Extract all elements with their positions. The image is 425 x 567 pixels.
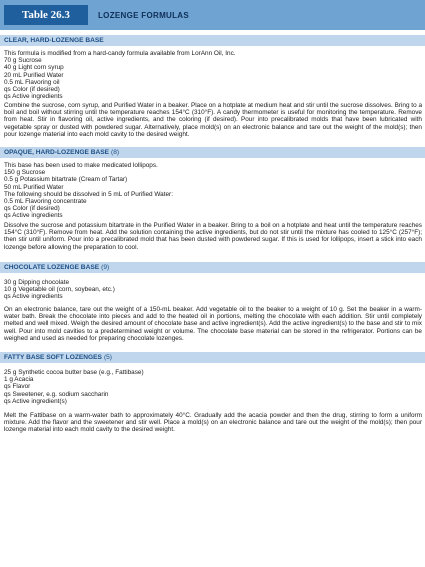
list-item: The following should be dissolved in 5 mL of Purified Water: <box>4 190 173 198</box>
list-item: 150 g Sucrose <box>4 169 46 177</box>
ingredient-list-opaque-hard-lozenge <box>4 162 422 220</box>
list-item: qs Color (if desired) <box>4 205 60 213</box>
list-item: This base has been used to make medicated lollipops. <box>4 162 158 169</box>
list-item: qs Color (if desired) <box>4 85 60 93</box>
reference-number: (8) <box>111 149 120 156</box>
list-item: qs Flavor <box>4 383 31 391</box>
list-item: 0.5 g Potassium bitartrate (Cream of Tartar) <box>4 176 128 184</box>
instructions-chocolate-lozenge: On an electronic balance, tare out the weight of a 150-mL beaker. Add vegetable oil to the beaker to a weight of 10 g. Set the beaker in a warm-water bath. Break the chocolate into pieces and add to the heated oil in portions, melting the chocolate with each addition. Stir until completely melted and well mixed. Weigh the desired amount of chocolate base and active ingredient(s). Add the active ingredient(s) to the base and stir to mix well. Pour into mold cavities to a predetermined weight or volume. The chocolate base material can be stored in the refrigerator. Portions can be weighed and used as needed for preparing chocolate lozenges. <box>4 306 422 342</box>
list-item: 20 mL Purified Water <box>4 71 64 79</box>
table-header <box>0 0 425 30</box>
list-item: qs Active ingredient(s) <box>4 397 67 405</box>
list-item: 40 g Light corn syrup <box>4 64 64 72</box>
list-item: qs Active ingredients <box>4 212 63 220</box>
section-heading-chocolate-lozenge <box>0 262 425 273</box>
instructions-fatty-base-soft-lozenges: Melt the Fattibase on a warm-water bath to approximately 40°C. Gradually add the acacia powder and then the drug, stirring to form a uniform mixture. Add the flavor and the sweetener and stir well. Place a mold(s) on an electronic balance and tare out the weight of the mold(s); then pour lozenge material into each mold cavity to the desired weight. <box>4 412 422 434</box>
list-item: qs Active ingredients <box>4 293 63 301</box>
section-heading-text: CHOCOLATE LOZENGE BASE <box>4 264 100 271</box>
instructions-opaque-hard-lozenge: Dissolve the sucrose and potassium bitartrate in the Purified Water in a beaker. Bring to a boil on a hotplate and heat until the temperature reaches 154°C (310°F). Remove from heat. Add the solution containing the active ingredients, but do not stir until the mixture has cooled to 125°C (257°F); then stir until uniform. Pour into a precalibrated mold that has been dusted with powdered sugar. If this is used for lollipops, insert a stick into each lozenge before allowing the preparation to cool. <box>4 222 422 251</box>
table-title: LOZENGE FORMULAS <box>98 10 190 20</box>
ingredient-list-chocolate-lozenge <box>4 279 422 301</box>
list-item: This formula is modified from a hard-candy formula available from LorAnn Oil, Inc. <box>4 50 236 57</box>
list-item: 1 g Acacia <box>4 376 34 384</box>
section-heading-clear-hard-lozenge <box>0 35 425 46</box>
ingredient-list-clear-hard-lozenge <box>4 50 422 100</box>
list-item: 70 g Sucrose <box>4 57 42 65</box>
list-item: 10 g Vegetable oil (corn, soybean, etc.) <box>4 286 115 294</box>
section-heading-fatty-base-soft-lozenges <box>0 352 425 363</box>
section-heading-text: FATTY BASE SOFT LOZENGES <box>4 354 102 361</box>
list-item: 25 g Synthetic cocoa butter base (e.g., Fattibase) <box>4 369 144 376</box>
section-heading-text: CLEAR, HARD-LOZENGE BASE <box>4 37 104 44</box>
section-heading-text: OPAQUE, HARD-LOZENGE BASE <box>4 149 110 156</box>
list-item: 30 g Dipping chocolate <box>4 279 70 286</box>
list-item: 0.5 mL Flavoring concentrate <box>4 197 87 205</box>
list-item: 50 mL Purified Water <box>4 183 64 191</box>
reference-number: (5) <box>103 354 112 361</box>
ingredient-list-fatty-base-soft-lozenges <box>4 369 422 405</box>
reference-number: (9) <box>101 264 110 271</box>
list-item: qs Active ingredients <box>4 93 63 101</box>
list-item: qs Sweetener, e.g. sodium saccharin <box>4 390 109 398</box>
list-item: 0.5 mL Flavoring oil <box>4 78 60 86</box>
instructions-clear-hard-lozenge: Combine the sucrose, corn syrup, and Purified Water in a beaker. Place on a hotplate at medium heat and stir until the sucrose dissolves. Bring to a boil and boil without stirring until the temperature reaches 154°C (310°F). A candy thermometer is useful for monitoring the temperature. Remove from heat. Stir in flavoring oil, active ingredients, and the coloring (if desired). Pour into precalibrated molds that have been lubricated with vegetable spray or dusted with powdered sugar. Alternatively, place mold(s) on an electronic balance and tare out the weight of the mold(s); then pour lozenge material into each mold cavity to the desired weight. <box>4 102 422 138</box>
table-number-label: Table 26.3 <box>4 5 88 25</box>
section-heading-opaque-hard-lozenge <box>0 147 425 158</box>
